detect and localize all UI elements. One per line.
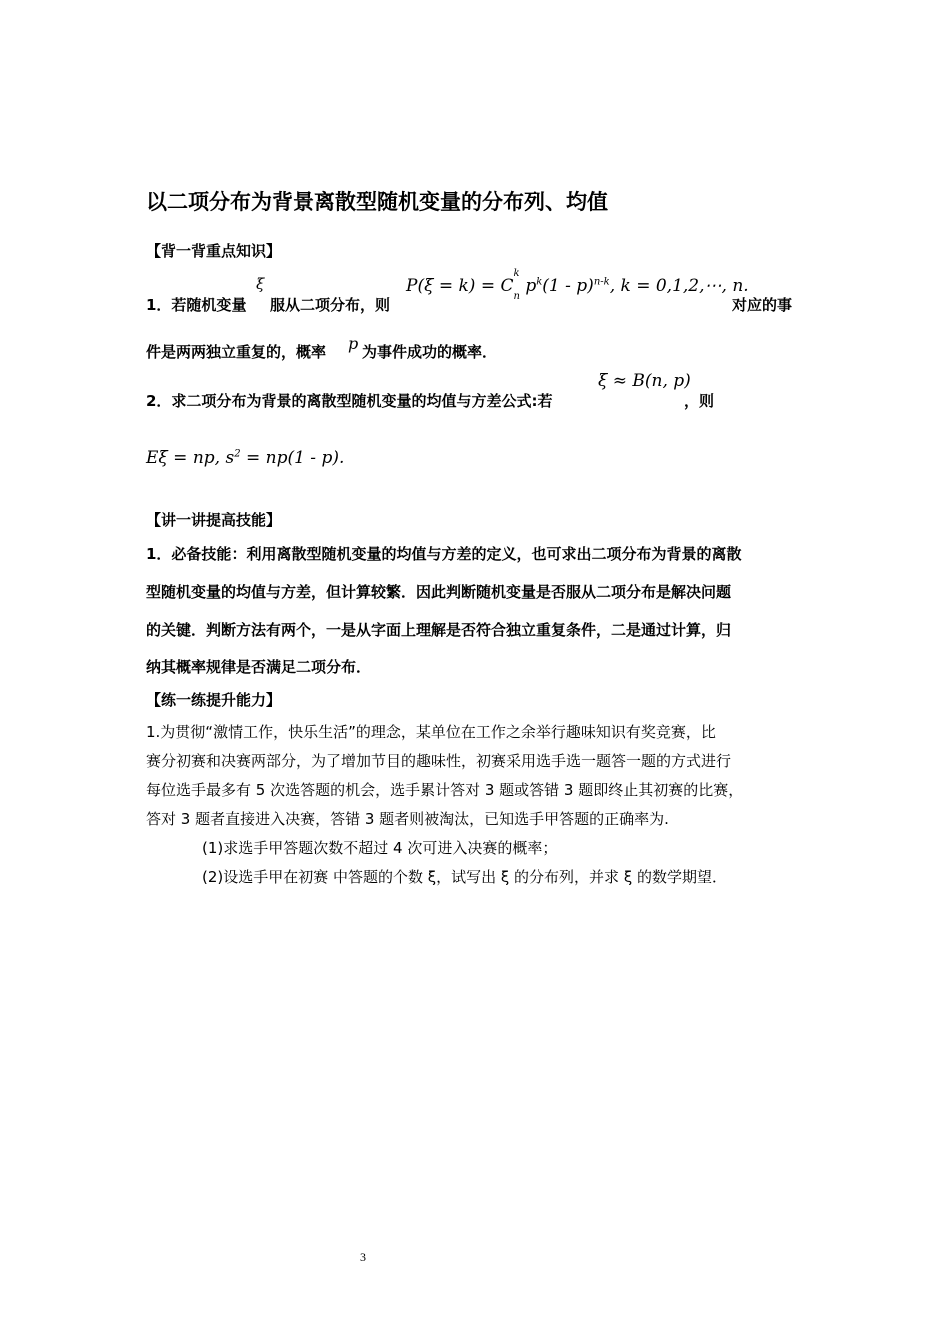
mean-variance-formula: Eξ = np, $s^2 = np(1 - p)$. [146,448,345,468]
practice-question-2: (2)设选手甲在初赛 中答题的个数 ξ，试写出 ξ 的分布列，并求 ξ 的数学期望． [202,868,727,886]
knowledge-item1-suffix: 对应的事 [732,296,793,314]
knowledge-item1-prefix: 1．若随机变量 [146,296,247,314]
knowledge-item2-suffix: ，则 [684,392,715,410]
page-number: 3 [360,1250,366,1264]
skills-line-3: 的关键．判断方法有两个，一是从字面上理解是否符合独立重复条件，二是通过计算，归 [146,621,732,639]
skills-line-4: 纳其概率规律是否满足二项分布． [146,658,372,676]
binomial-probability-formula: P(ξ = k) = C k $_n$ $p^k(1 - p)^{n-k}$, k = 0,1,2,⋯, n. [406,268,749,303]
section-heading-skills: 【讲一讲提高技能】 [146,511,282,529]
section-heading-practice: 【练一练提升能力】 [146,691,282,709]
skills-line-2: 型随机变量的均值与方差，但计算较繁．因此判断随机变量是否服从二项分布是解决问题 [146,583,732,601]
knowledge-line2-suffix: 为事件成功的概率． [362,343,498,361]
p-variable: p [348,334,359,353]
section-heading-knowledge: 【背一背重点知识】 [146,242,282,260]
page-title: 以二项分布为背景离散型随机变量的分布列、均值 [146,190,608,214]
practice-line-2: 赛分初赛和决赛两部分，为了增加节目的趣味性，初赛采用选手选一题答一题的方式进行 [146,752,732,770]
practice-line-3: 每位选手最多有 5 次选答题的机会，选手累计答对 3 题或答错 3 题即终止其初赛的比赛， [146,781,744,799]
knowledge-item2-text: 2．求二项分布为背景的离散型随机变量的均值与方差公式:若 [146,392,553,410]
knowledge-line2-prefix: 件是两两独立重复的，概率 [146,343,327,361]
xi-symbol: ξ [256,275,265,293]
practice-line-4: 答对 3 题者直接进入决赛，答错 3 题者则被淘汰，已知选手甲答题的正确率为. [146,810,669,828]
knowledge-item1-middle: 服从二项分布，则 [270,296,391,314]
binomial-notation-formula: ξ ≈ B(n, p) [598,371,691,391]
practice-line-1: 1.为贯彻“激情工作，快乐生活”的理念，某单位在工作之余举行趣味知识有奖竞赛，比 [146,723,716,741]
skills-line-1: 1．必备技能：利用离散型随机变量的均值与方差的定义，也可求出二项分布为背景的离散 [146,545,742,563]
practice-question-1: (1)求选手甲答题次数不超过 4 次可进入决赛的概率； [202,839,558,857]
